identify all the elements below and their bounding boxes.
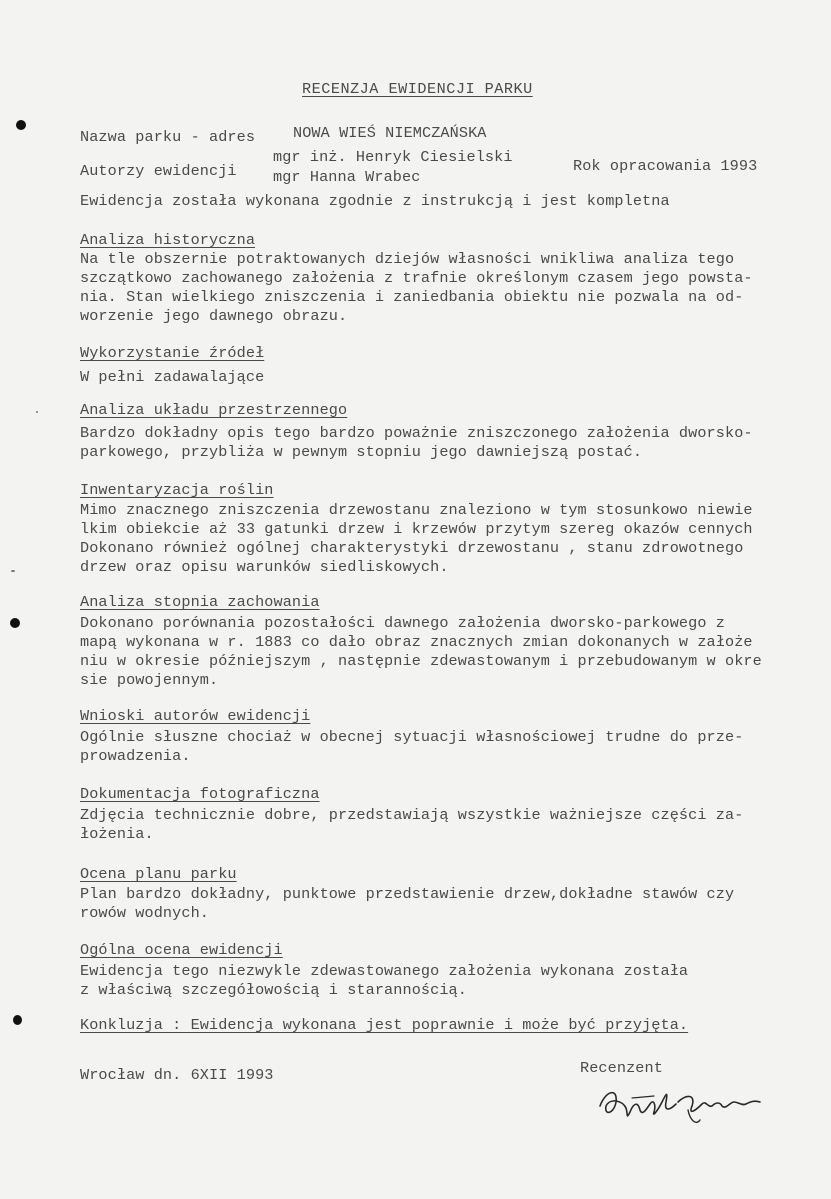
section-line: Zdjęcia technicznie dobre, przedstawiają wszystkie ważniejsze części za-: [80, 806, 744, 824]
section-line: szczątkowo zachowanego założenia z trafnie określonym czasem jego powsta-: [80, 269, 753, 287]
section-line: sie powojennym.: [80, 671, 219, 689]
section-line: mapą wykonana w r. 1883 co dało obraz znacznych zmian dokonanych w założe: [80, 633, 753, 651]
section-heading: Dokumentacja fotograficzna: [80, 785, 320, 803]
year-text: Rok opracowania 1993: [573, 157, 758, 175]
section-heading: Ogólna ocena ewidencji: [80, 941, 283, 959]
park-value: NOWA WIEŚ NIEMCZAŃSKA: [293, 124, 487, 142]
section-line: W pełni zadawalające: [80, 368, 265, 386]
punch-hole-3: [13, 1015, 22, 1025]
section-line: niu w okresie późniejszym , następnie zdewastowanym i przebudowanym w okre: [80, 652, 762, 670]
section-line: rowów wodnych.: [80, 904, 209, 922]
section-line: Na tle obszernie potraktowanych dziejów własności wnikliwa analiza tego: [80, 250, 735, 268]
section-line: Dokonano również ogólnej charakterystyki drzewostanu , stanu zdrowotnego: [80, 539, 744, 557]
section-line: Dokonano porównania pozostałości dawnego założenia dworsko-parkowego z: [80, 614, 725, 632]
section-line: prowadzenia.: [80, 747, 191, 765]
conclusion: Konkluzja : Ewidencja wykonana jest poprawnie i może być przyjęta.: [80, 1016, 689, 1034]
section-line: łożenia.: [80, 825, 154, 843]
section-line: Mimo znacznego zniszczenia drzewostanu znaleziono w tym stosunkowo niewie: [80, 501, 753, 519]
reviewer-label: Recenzent: [580, 1059, 663, 1077]
section-heading: Inwentaryzacja roślin: [80, 481, 274, 499]
author-name: mgr inż. Henryk Ciesielski: [273, 148, 513, 166]
punch-hole-1: [16, 120, 26, 130]
section-line: nia. Stan wielkiego zniszczenia i zaniedbania obiektu nie pozwala na od-: [80, 288, 744, 306]
section-line: drzew oraz opisu warunków siedliskowych.: [80, 558, 449, 576]
section-heading: Wykorzystanie źródeł: [80, 344, 265, 362]
section-line: Bardzo dokładny opis tego bardzo poważnie zniszczonego założenia dworsko-: [80, 424, 753, 442]
section-heading: Analiza stopnia zachowania: [80, 593, 320, 611]
section-line: worzenie jego dawnego obrazu.: [80, 307, 348, 325]
section-line: lkim obiekcie aż 33 gatunki drzew i krzewów przytym szereg okazów cennych: [80, 520, 753, 538]
section-line: Plan bardzo dokładny, punktowe przedstawienie drzew,dokładne stawów czy: [80, 885, 735, 903]
authors-label: Autorzy ewidencji: [80, 162, 237, 180]
section-line: Ewidencja tego niezwykle zdewastowanego założenia wykonana została: [80, 962, 689, 980]
place-date: Wrocław dn. 6XII 1993: [80, 1066, 274, 1084]
page-title: RECENZJA EWIDENCJI PARKU: [302, 80, 533, 98]
park-label: Nazwa parku - adres: [80, 128, 256, 146]
section-line: parkowego, przybliża w pewnym stopniu jego dawniejszą postać.: [80, 443, 643, 461]
paper-speck: [36, 411, 38, 413]
paper-speck: [11, 570, 15, 572]
reviewer-signature: [596, 1080, 766, 1130]
punch-hole-2: [10, 618, 20, 628]
section-line: Ogólnie słuszne chociaż w obecnej sytuacji własnościowej trudne do prze-: [80, 728, 744, 746]
section-heading: Wnioski autorów ewidencji: [80, 707, 311, 725]
compliance-statement: Ewidencja została wykonana zgodnie z instrukcją i jest kompletna: [80, 192, 670, 210]
section-heading: Analiza historyczna: [80, 231, 256, 249]
section-line: z właściwą szczegółowością i starannością.: [80, 981, 467, 999]
author-name: mgr Hanna Wrabec: [273, 168, 421, 186]
section-heading: Ocena planu parku: [80, 865, 237, 883]
section-heading: Analiza układu przestrzennego: [80, 401, 348, 419]
